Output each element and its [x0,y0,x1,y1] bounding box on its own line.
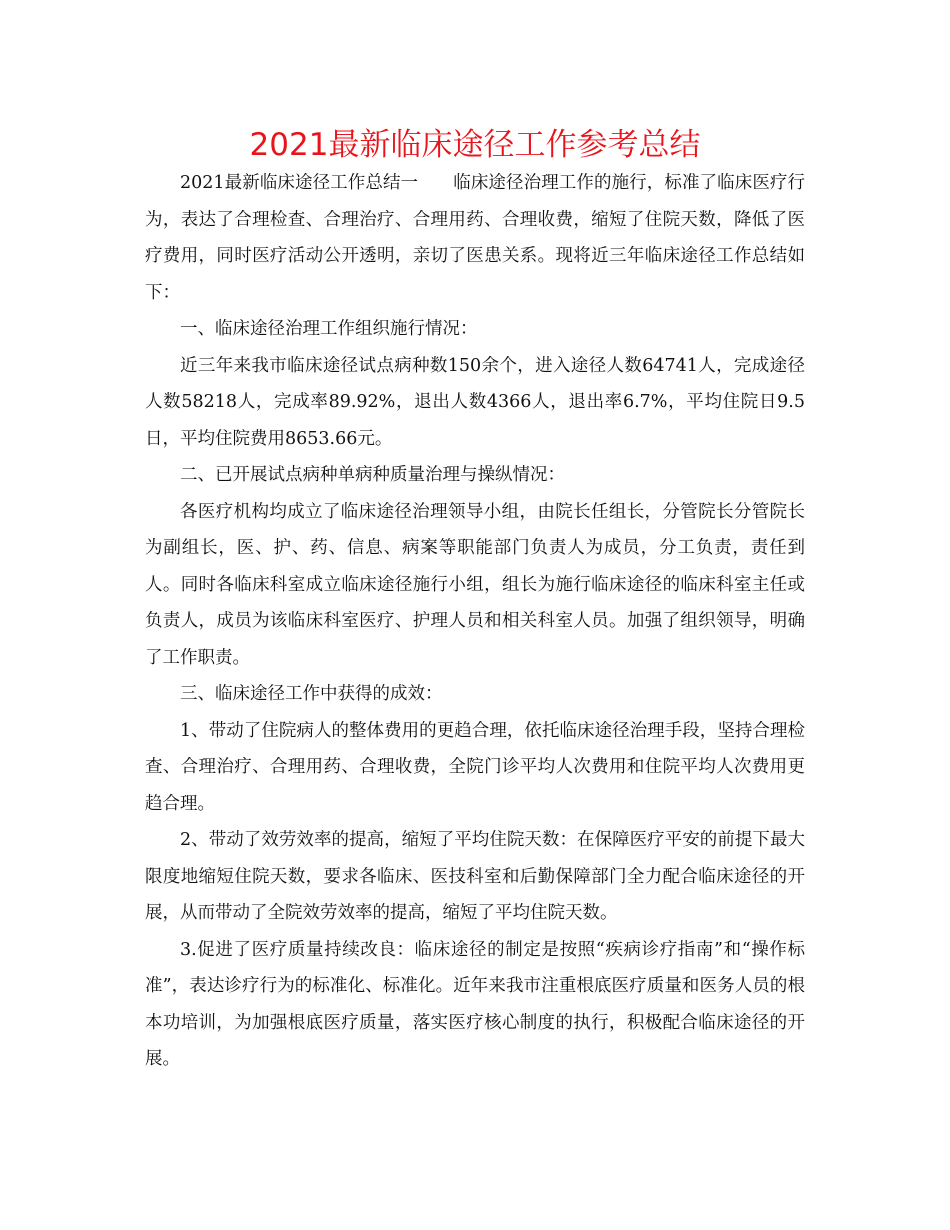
document-title: 2021最新临床途径工作参考总结 [249,127,701,163]
section-1-heading: 一、临床途径治理工作组织施行情况： [180,319,478,339]
document-body [145,165,805,1078]
result-item-3: 3.促进了医疗质量持续改良：临床途径的制定是按照“疾病诊疗指南”和“操作标准”，表达诊疗行为的标准化、标准化。近年来我市注重根底医疗质量和医务人员的根本功培训，为加强根底医疗质量，落实医疗核心制度的执行，积极配合临床途径的开展。 [145,939,805,1069]
section-2-heading: 二、已开展试点病种单病种质量治理与操纵情况： [180,465,565,485]
intro-lead: 2021最新临床途径工作总结一 [180,173,419,193]
section-1-body: 近三年来我市临床途径试点病种数150余个，进入途径人数64741人，完成途径人数58218人，完成率89.92%，退出人数4366人，退出率6.7%，平均住院日9.5日，平均住院费用8653.66元。 [145,355,805,449]
section-3-heading: 三、临床途径工作中获得的成效： [180,684,443,704]
intro-body: 临床途径治理工作的施行，标准了临床医疗行为，表达了合理检查、合理治疗、合理用药、合理收费，缩短了住院天数，降低了医疗费用，同时医疗活动公开透明，亲切了医患关系。现将近三年临床途径工作总结如下： [145,173,806,303]
section-2-body: 各医疗机构均成立了临床途径治理领导小组，由院长任组长，分管院长分管院长为副组长，医、护、药、信息、病案等职能部门负责人为成员，分工负责，责任到人。同时各临床科室成立临床途径施行小组，组长为施行临床途径的临床科室主任或负责人，成员为该临床科室医疗、护理人员和相关科室人员。加强了组织领导，明确了工作职责。 [145,501,805,668]
intro-paragraph [145,165,805,311]
result-item-1: 1、带动了住院病人的整体费用的更趋合理，依托临床途径治理手段，坚持合理检查、合理治疗、合理用药、合理收费，全院门诊平均人次费用和住院平均人次费用更趋合理。 [145,720,805,814]
result-item-2: 2、带动了效劳效率的提高，缩短了平均住院天数：在保障医疗平安的前提下最大限度地缩短住院天数，要求各临床、医技科室和后勤保障部门全力配合临床途径的开展，从而带动了全院效劳效率的提高，缩短了平均住院天数。 [145,830,805,923]
